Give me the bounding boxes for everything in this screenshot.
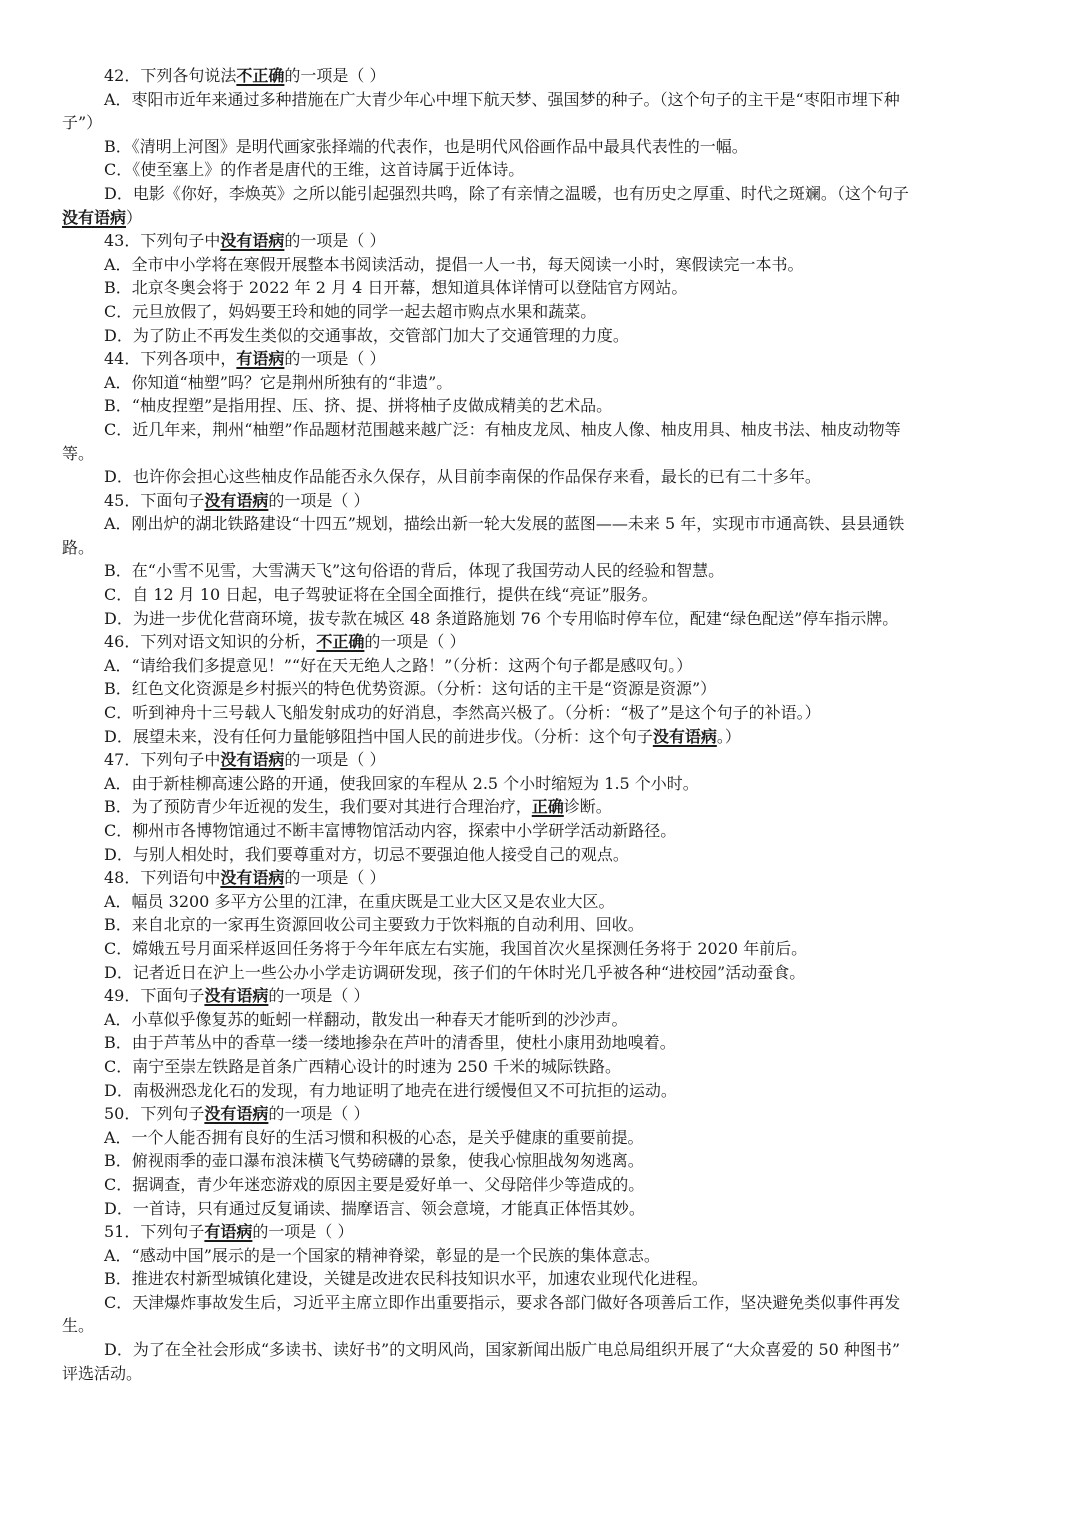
line-text: 50．下列句子 (104, 1104, 205, 1124)
line-text: 的一项是（ ） (284, 231, 386, 251)
answer-option (62, 1008, 1018, 1032)
line-text: C．《使至塞上》的作者是唐代的王维，这首诗属于近体诗。 (104, 160, 525, 180)
line-text: D．为进一步优化营商环境，拔专款在城区 48 条道路施划 76 个专用临时停车位，配建“绿色配送”停车指示牌。 (104, 608, 899, 628)
line-text: 评选活动。 (62, 1363, 143, 1383)
answer-option (62, 158, 1018, 182)
answer-option (62, 795, 1018, 819)
answer-option (62, 1031, 1018, 1055)
line-text: 的一项是（ ） (268, 490, 370, 510)
line-text: 诊断。 (563, 797, 612, 817)
line-text: 45．下面句子 (104, 490, 205, 510)
line-text: A．枣阳市近年来通过多种措施在广大青少年心中埋下航天梦、强国梦的种子。（这个句子的主干是“枣阳市埋下种 (104, 89, 900, 109)
line-text: B．在“小雪不见雪，大雪满天飞”这句俗语的背后，体现了我国劳动人民的经验和智慧。 (104, 561, 725, 581)
line-text: C．柳州市各博物馆通过不断丰富博物馆活动内容，探索中小学研学活动新路径。 (104, 821, 677, 840)
option-continuation (62, 536, 1018, 560)
line-text: 子”） (62, 113, 103, 133)
answer-option (62, 890, 1018, 914)
line-text: 44．下列各项中， (104, 349, 237, 369)
answer-option (62, 1338, 1018, 1362)
option-continuation (62, 206, 1018, 230)
line-text: 42．下列各句说法 (104, 66, 237, 85)
line-text: B．为了预防青少年近视的发生，我们要对其进行合理治疗， (104, 797, 532, 817)
line-text: B．推进农村新型城镇化建设，关键是改进农民科技知识水平，加速农业现代化进程。 (104, 1269, 708, 1289)
emphasized-keyword: 没有语病 (652, 726, 717, 746)
line-text: A．由于新桂柳高速公路的开通，使我回家的车程从 2.5 个小时缩短为 1.5 个小时。 (104, 773, 699, 793)
line-text: B．《清明上河图》是明代画家张择端的代表作，也是明代风俗画作品中最具代表性的一幅。 (104, 136, 748, 156)
question-stem (62, 489, 1018, 513)
answer-option (62, 418, 1018, 442)
answer-option (62, 843, 1018, 867)
answer-option (62, 677, 1018, 701)
answer-option (62, 1267, 1018, 1291)
line-text: D．为了在全社会形成“多读书、读好书”的文明风尚，国家新闻出版广电总局组织开展了“大众喜爱的 50 种图书” (104, 1340, 901, 1360)
emphasized-keyword: 不正确 (316, 632, 365, 652)
line-text: 48．下列语句中 (104, 868, 221, 888)
line-text: B．来自北京的一家再生资源回收公司主要致力于饮料瓶的自动利用、回收。 (104, 915, 644, 935)
answer-option (62, 1055, 1018, 1079)
option-continuation (62, 1314, 1018, 1338)
answer-option (62, 701, 1018, 725)
line-text: D．一首诗，只有通过反复诵读、揣摩语言、领会意境，才能真正体悟其妙。 (104, 1198, 645, 1218)
line-text: C．近几年来，荆州“柚塑”作品题材范围越来越广泛：有柚皮龙凤、柚皮人像、柚皮用具、柚皮书法、柚皮动物等 (104, 419, 901, 439)
emphasized-keyword: 没有语病 (204, 490, 269, 510)
line-text: 的一项是（ ） (252, 1222, 354, 1242)
question-stem (62, 347, 1018, 371)
question-stem (62, 984, 1018, 1008)
answer-option (62, 1173, 1018, 1197)
answer-option (62, 276, 1018, 300)
question-stem (62, 748, 1018, 772)
option-continuation (62, 1362, 1018, 1386)
answer-option (62, 465, 1018, 489)
line-text: 的一项是（ ） (284, 750, 386, 770)
line-text: 的一项是（ ） (284, 868, 386, 888)
line-text: ） (126, 207, 143, 227)
line-text: 的一项是（ ） (268, 986, 370, 1006)
emphasized-keyword: 不正确 (236, 66, 285, 85)
answer-option (62, 324, 1018, 348)
line-text: C．元旦放假了，妈妈要王玲和她的同学一起去超市购点水果和蔬菜。 (104, 301, 597, 321)
emphasized-keyword: 有语病 (204, 1222, 253, 1242)
line-text: D．电影《你好，李焕英》之所以能引起强烈共鸣，除了有亲情之温暖，也有历史之厚重、时代之斑斓。（这个句子 (104, 183, 909, 203)
line-text: A．你知道“柚塑”吗？它是荆州所独有的“非遗”。 (104, 372, 453, 392)
question-stem (62, 630, 1018, 654)
emphasized-keyword: 正确 (531, 797, 564, 817)
line-text: 的一项是（ ） (284, 349, 386, 369)
answer-option (62, 607, 1018, 631)
answer-option (62, 1149, 1018, 1173)
line-text: D．与别人相处时，我们要尊重对方，切忌不要强迫他人接受自己的观点。 (104, 844, 629, 864)
line-text: 49．下面句子 (104, 986, 205, 1006)
answer-option (62, 1079, 1018, 1103)
emphasized-keyword: 没有语病 (220, 750, 285, 770)
line-text: 的一项是（ ） (268, 1104, 370, 1124)
line-text: 等。 (62, 443, 95, 463)
line-text: D．南极洲恐龙化石的发现，有力地证明了地壳在进行缓慢但又不可抗拒的运动。 (104, 1080, 677, 1100)
line-text: D．展望未来，没有任何力量能够阻挡中国人民的前进步伐。（分析：这个句子 (104, 726, 653, 746)
line-text: C．听到神舟十三号载人飞船发射成功的好消息，李然高兴极了。（分析：“极了”是这个句子的补语。） (104, 703, 821, 723)
line-text: B．“柚皮捏塑”是指用捏、压、挤、提、拼将柚子皮做成精美的艺术品。 (104, 396, 613, 416)
exam-document (62, 64, 1018, 1385)
line-text: 47．下列句子中 (104, 750, 221, 770)
question-stem (62, 229, 1018, 253)
line-text: 生。 (62, 1316, 95, 1336)
line-text: 43．下列句子中 (104, 231, 221, 251)
emphasized-keyword: 没有语病 (220, 231, 285, 251)
line-text: A．幅员 3200 多平方公里的江津，在重庆既是工业大区又是农业大区。 (104, 891, 615, 911)
option-continuation (62, 442, 1018, 466)
line-text: A．“感动中国”展示的是一个国家的精神脊梁，彰显的是一个民族的集体意志。 (104, 1245, 660, 1265)
line-text: 46．下列对语文知识的分析， (104, 632, 317, 652)
answer-option (62, 135, 1018, 159)
line-text: A．刚出炉的湖北铁路建设“十四五”规划，描绘出新一轮大发展的蓝图——未来 5 年，实现市市通高铁、县县通铁 (104, 514, 905, 534)
line-text: 的一项是（ ） (364, 632, 466, 652)
answer-option (62, 961, 1018, 985)
line-text: D．也许你会担心这些柚皮作品能否永久保存，从目前李南保的作品保存来看，最长的已有二十多年。 (104, 467, 821, 487)
answer-option (62, 772, 1018, 796)
line-text: 51．下列句子 (104, 1222, 205, 1242)
emphasized-keyword: 有语病 (236, 349, 285, 369)
line-text: A．“请给我们多提意见！”“好在天无绝人之路！”（分析：这两个句子都是感叹句。） (104, 655, 693, 675)
answer-option (62, 725, 1018, 749)
line-text: B．由于芦苇丛中的香草一缕一缕地掺杂在芦叶的清香里，使杜小康用劲地嗅着。 (104, 1033, 676, 1053)
emphasized-keyword: 没有语病 (220, 868, 285, 888)
answer-option (62, 937, 1018, 961)
answer-option (62, 182, 1018, 206)
answer-option (62, 654, 1018, 678)
answer-option (62, 371, 1018, 395)
line-text: D．记者近日在沪上一些公办小学走访调研发现，孩子们的午休时光几乎被各种“进校园”活动蚕食。 (104, 962, 806, 982)
line-text: C．嫦娥五号月面采样返回任务将于今年年底左右实施，我国首次火星探测任务将于 2020 年前后。 (104, 938, 808, 958)
answer-option (62, 1197, 1018, 1221)
answer-option (62, 1291, 1018, 1315)
line-text: D．为了防止不再发生类似的交通事故，交管部门加大了交通管理的力度。 (104, 325, 629, 345)
line-text: C．天津爆炸事故发生后，习近平主席立即作出重要指示，要求各部门做好各项善后工作，坚决避免类似事件再发 (104, 1292, 901, 1312)
emphasized-keyword: 没有语病 (204, 986, 269, 1006)
answer-option (62, 1126, 1018, 1150)
emphasized-keyword: 没有语病 (62, 207, 127, 227)
line-text: C．据调查，青少年迷恋游戏的原因主要是爱好单一、父母陪伴少等造成的。 (104, 1174, 645, 1194)
option-continuation (62, 111, 1018, 135)
answer-option (62, 512, 1018, 536)
answer-option (62, 253, 1018, 277)
line-text: 路。 (62, 537, 95, 557)
answer-option (62, 394, 1018, 418)
line-text: C．南宁至崇左铁路是首条广西精心设计的时速为 250 千米的城际铁路。 (104, 1056, 621, 1076)
line-text: A．小草似乎像复苏的蚯蚓一样翻动，散发出一种春天才能听到的沙沙声。 (104, 1009, 628, 1029)
answer-option (62, 583, 1018, 607)
line-text: C．自 12 月 10 日起，电子驾驶证将在全国全面推行，提供在线“亮证”服务。 (104, 585, 658, 605)
answer-option (62, 559, 1018, 583)
answer-option (62, 1244, 1018, 1268)
line-text: 。） (716, 726, 741, 746)
question-stem (62, 1220, 1018, 1244)
answer-option (62, 88, 1018, 112)
line-text: A．一个人能否拥有良好的生活习惯和积极的心态，是关乎健康的重要前提。 (104, 1127, 644, 1147)
emphasized-keyword: 没有语病 (204, 1104, 269, 1124)
line-text: B．红色文化资源是乡村振兴的特色优势资源。（分析：这句话的主干是“资源是资源”） (104, 679, 717, 699)
question-stem (62, 64, 1018, 88)
line-text: B．俯视雨季的壶口瀑布浪沫横飞气势磅礴的景象，使我心惊胆战匆匆逃离。 (104, 1151, 644, 1171)
question-stem (62, 866, 1018, 890)
answer-option (62, 913, 1018, 937)
line-text: 的一项是（ ） (284, 66, 386, 85)
question-stem (62, 1102, 1018, 1126)
line-text: B．北京冬奥会将于 2022 年 2 月 4 日开幕，想知道具体详情可以登陆官方网站。 (104, 278, 688, 298)
answer-option (62, 819, 1018, 843)
line-text: A．全市中小学将在寒假开展整本书阅读活动，提倡一人一书，每天阅读一小时，寒假读完一本书。 (104, 254, 804, 274)
answer-option (62, 300, 1018, 324)
